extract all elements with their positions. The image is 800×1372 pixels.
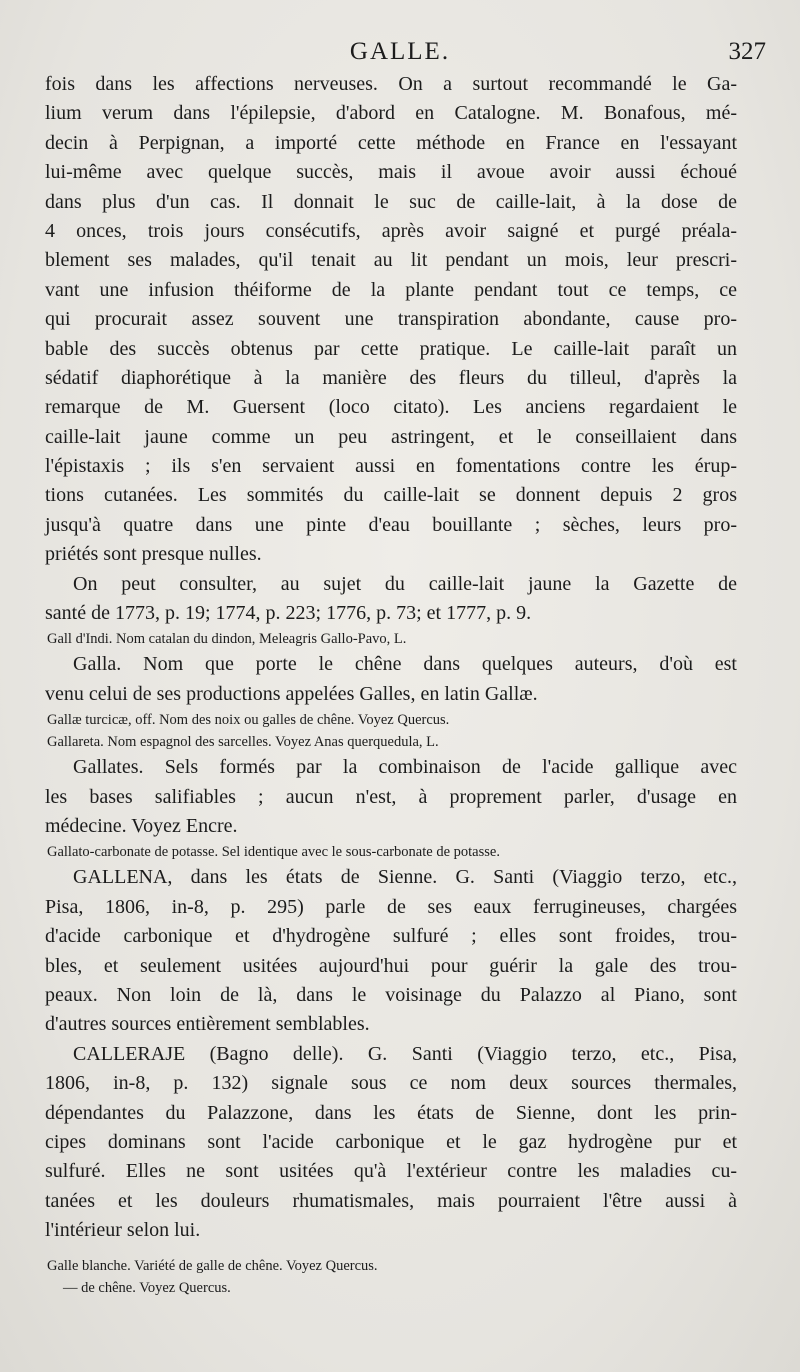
text-line: peaux. Non loin de là, dans le voisinage du Palazzo al Piano, sont: [45, 983, 737, 1006]
text-block: [45, 70, 737, 1299]
text-line: bles, et seulement usitées aujourd'hui pour guérir la gale des trou-: [45, 954, 737, 977]
spacer: [45, 1245, 737, 1255]
text-line: CALLERAJE (Bagno delle). G. Santi (Viaggio terzo, etc., Pisa,: [73, 1042, 737, 1065]
dictionary-subentry: Gallareta. Nom espagnol des sarcelles. Voyez Anas querquedula, L.: [47, 734, 439, 751]
text-line: tanées et les douleurs rhumatismales, mais pourraient l'être aussi à: [45, 1189, 737, 1212]
text-line: les bases salifiables ; aucun n'est, à proprement parler, d'usage en: [45, 785, 737, 808]
text-line: dépendantes du Palazzone, dans les états de Sienne, dont les prin-: [45, 1101, 737, 1124]
text-line: sédatif diaphorétique à la manière des fleurs du tilleul, d'après la: [45, 366, 737, 389]
text-line: priétés sont presque nulles.: [45, 543, 262, 566]
text-line: lui-même avec quelque succès, mais il avoue avoir aussi échoué: [45, 161, 737, 184]
text-line: dans plus d'un cas. Il donnait le suc de caille-lait, à la dose de: [45, 190, 737, 213]
text-line: Pisa, 1806, in-8, p. 295) parle de ses eaux ferrugineuses, chargées: [45, 895, 737, 918]
dictionary-subentry: — de chêne. Voyez Quercus.: [63, 1280, 231, 1297]
text-line: caille-lait jaune comme un peu astringent, et le conseillaient dans: [45, 425, 737, 448]
text-line: vant une infusion théiforme de la plante pendant tout ce temps, ce: [45, 278, 737, 301]
text-line: On peut consulter, au sujet du caille-lait jaune la Gazette de: [73, 572, 737, 595]
text-line: tions cutanées. Les sommités du caille-lait se donnent depuis 2 gros: [45, 484, 737, 507]
text-line: jusqu'à quatre dans une pinte d'eau bouillante ; sèches, leurs pro-: [45, 513, 737, 536]
text-line: Gallates. Sels formés par la combinaison de l'acide gallique avec: [73, 756, 737, 779]
text-line: 1806, in-8, p. 132) signale sous ce nom deux sources thermales,: [45, 1072, 737, 1095]
text-line: venu celui de ses productions appelées Galles, en latin Gallæ.: [45, 682, 538, 705]
text-line: decin à Perpignan, a importé cette méthode en France en l'essayant: [45, 131, 737, 154]
text-line: 4 onces, trois jours consécutifs, après avoir saigné et purgé préala-: [45, 219, 737, 242]
running-title: GALLE.: [349, 38, 451, 65]
text-line: l'épistaxis ; ils s'en servaient aussi en fomentations contre les érup-: [45, 455, 737, 478]
text-line: médecine. Voyez Encre.: [45, 814, 238, 837]
dictionary-subentry: Galle blanche. Variété de galle de chêne. Voyez Quercus.: [47, 1258, 378, 1275]
text-line: bable des succès obtenus par cette pratique. Le caille-lait paraît un: [45, 337, 737, 360]
dictionary-subentry: Gallato-carbonate de potasse. Sel identique avec le sous-carbonate de potasse.: [47, 844, 500, 861]
text-line: remarque de M. Guersent (loco citato). Les anciens regardaient le: [45, 396, 737, 419]
text-line: l'intérieur selon lui.: [45, 1219, 201, 1242]
text-line: lium verum dans l'épilepsie, d'abord en Catalogne. M. Bonafous, mé-: [45, 102, 737, 125]
text-line: sulfuré. Elles ne sont usitées qu'à l'extérieur contre les maladies cu-: [45, 1160, 737, 1183]
text-line: qui procurait assez souvent une transpiration abondante, cause pro-: [45, 308, 737, 331]
dictionary-subentry: Gallæ turcicæ, off. Nom des noix ou galles de chêne. Voyez Quercus.: [47, 712, 450, 729]
text-line: d'autres sources entièrement semblables.: [45, 1013, 370, 1036]
page-number: 327: [728, 38, 766, 65]
text-line: GALLENA, dans les états de Sienne. G. Santi (Viaggio terzo, etc.,: [73, 866, 737, 889]
text-line: fois dans les affections nerveuses. On a surtout recommandé le Ga-: [45, 73, 737, 95]
text-line: Galla. Nom que porte le chêne dans quelques auteurs, d'où est: [73, 653, 737, 676]
text-line: santé de 1773, p. 19; 1774, p. 223; 1776, p. 73; et 1777, p. 9.: [45, 602, 532, 625]
text-line: cipes dominans sont l'acide carbonique et le gaz hydrogène pur et: [45, 1130, 737, 1153]
text-line: d'acide carbonique et d'hydrogène sulfuré ; elles sont froides, trou-: [45, 925, 737, 948]
dictionary-subentry: Gall d'Indi. Nom catalan du dindon, Meleagris Gallo-Pavo, L.: [47, 631, 407, 648]
text-line: blement ses malades, qu'il tenait au lit pendant un mois, leur prescri-: [45, 249, 737, 272]
